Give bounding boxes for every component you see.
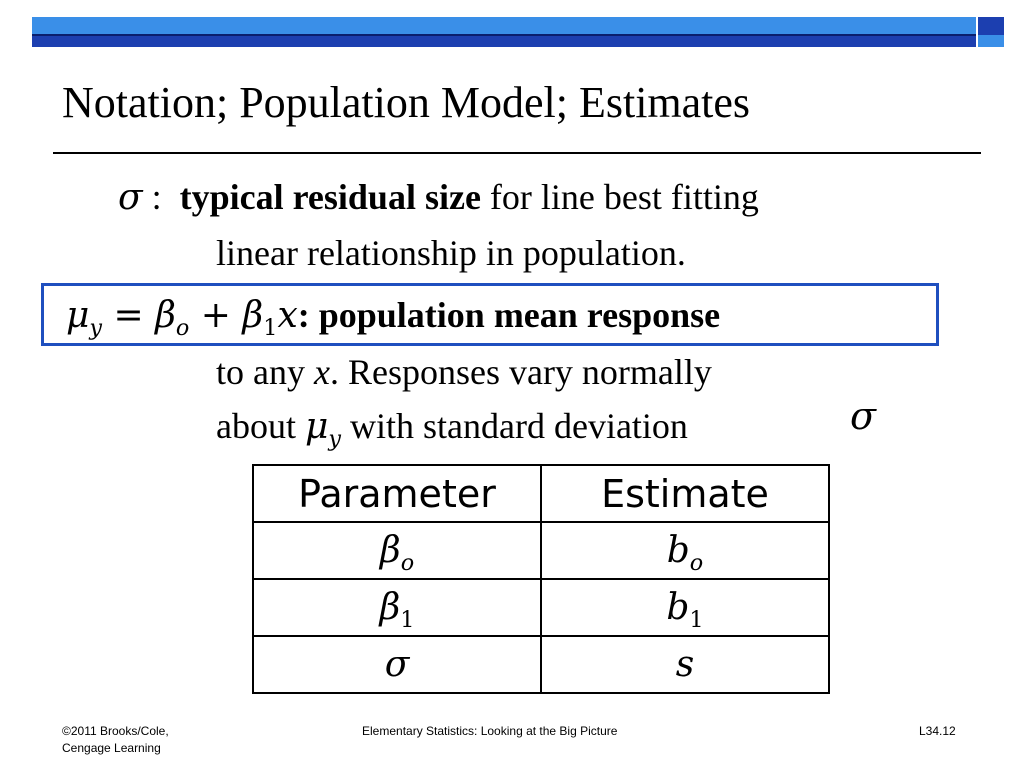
parameter-estimate-table bbox=[252, 464, 830, 694]
table-cell-parameter: σ bbox=[253, 636, 541, 693]
colon: : bbox=[151, 177, 162, 217]
footer-book-title: Elementary Statistics: Looking at the Big Picture bbox=[362, 724, 618, 738]
header-bar-light bbox=[32, 17, 976, 35]
bold-term-residual: typical residual size bbox=[179, 177, 481, 217]
slide-title: Notation; Population Model; Estimates bbox=[62, 78, 751, 127]
table-row bbox=[253, 636, 829, 693]
table-header: Estimate bbox=[541, 465, 829, 522]
footer-copyright: ©2011 Brooks/Cole, Cengage Learning bbox=[62, 724, 169, 755]
sigma-definition-continuation: linear relationship in population. bbox=[216, 233, 686, 273]
sigma-symbol: σ bbox=[118, 177, 143, 218]
table-cell-parameter: $\beta_o$ bbox=[253, 522, 541, 579]
sigma-symbol-trailing: σ bbox=[850, 394, 876, 438]
corner-block-light bbox=[978, 35, 1004, 47]
corner-block-dark bbox=[978, 17, 1004, 35]
model-description-line: to any x. Responses vary normally bbox=[216, 352, 712, 392]
mu-y-symbol: $\mu_y$ bbox=[304, 406, 341, 452]
x-variable: x bbox=[313, 352, 330, 392]
table-cell-estimate: $b_o$ bbox=[541, 522, 829, 579]
table-header: Parameter bbox=[253, 465, 541, 522]
table-cell-parameter: $\beta_1$ bbox=[253, 579, 541, 636]
header-bar-divider bbox=[32, 34, 976, 36]
table-header-row bbox=[253, 465, 829, 522]
footer-slide-number: L34.12 bbox=[919, 724, 956, 738]
table-row bbox=[253, 522, 829, 579]
model-description-line-2: about $\mu_y$ with standard deviation bbox=[216, 406, 688, 452]
model-equation-line bbox=[66, 293, 721, 341]
header-bar-dark bbox=[32, 35, 976, 47]
model-equation: $\mu_y = \beta_o + \beta_1x$ bbox=[66, 295, 298, 341]
table-row bbox=[253, 579, 829, 636]
table-cell-estimate: s bbox=[541, 636, 829, 693]
sigma-definition-rest: for line best fitting bbox=[489, 177, 759, 217]
title-divider bbox=[53, 152, 981, 154]
header-decoration-bar bbox=[32, 17, 976, 47]
table-cell-estimate: $b_1$ bbox=[541, 579, 829, 636]
bold-term-mean-response: : population mean response bbox=[297, 295, 721, 335]
sigma-definition-line bbox=[118, 175, 759, 220]
